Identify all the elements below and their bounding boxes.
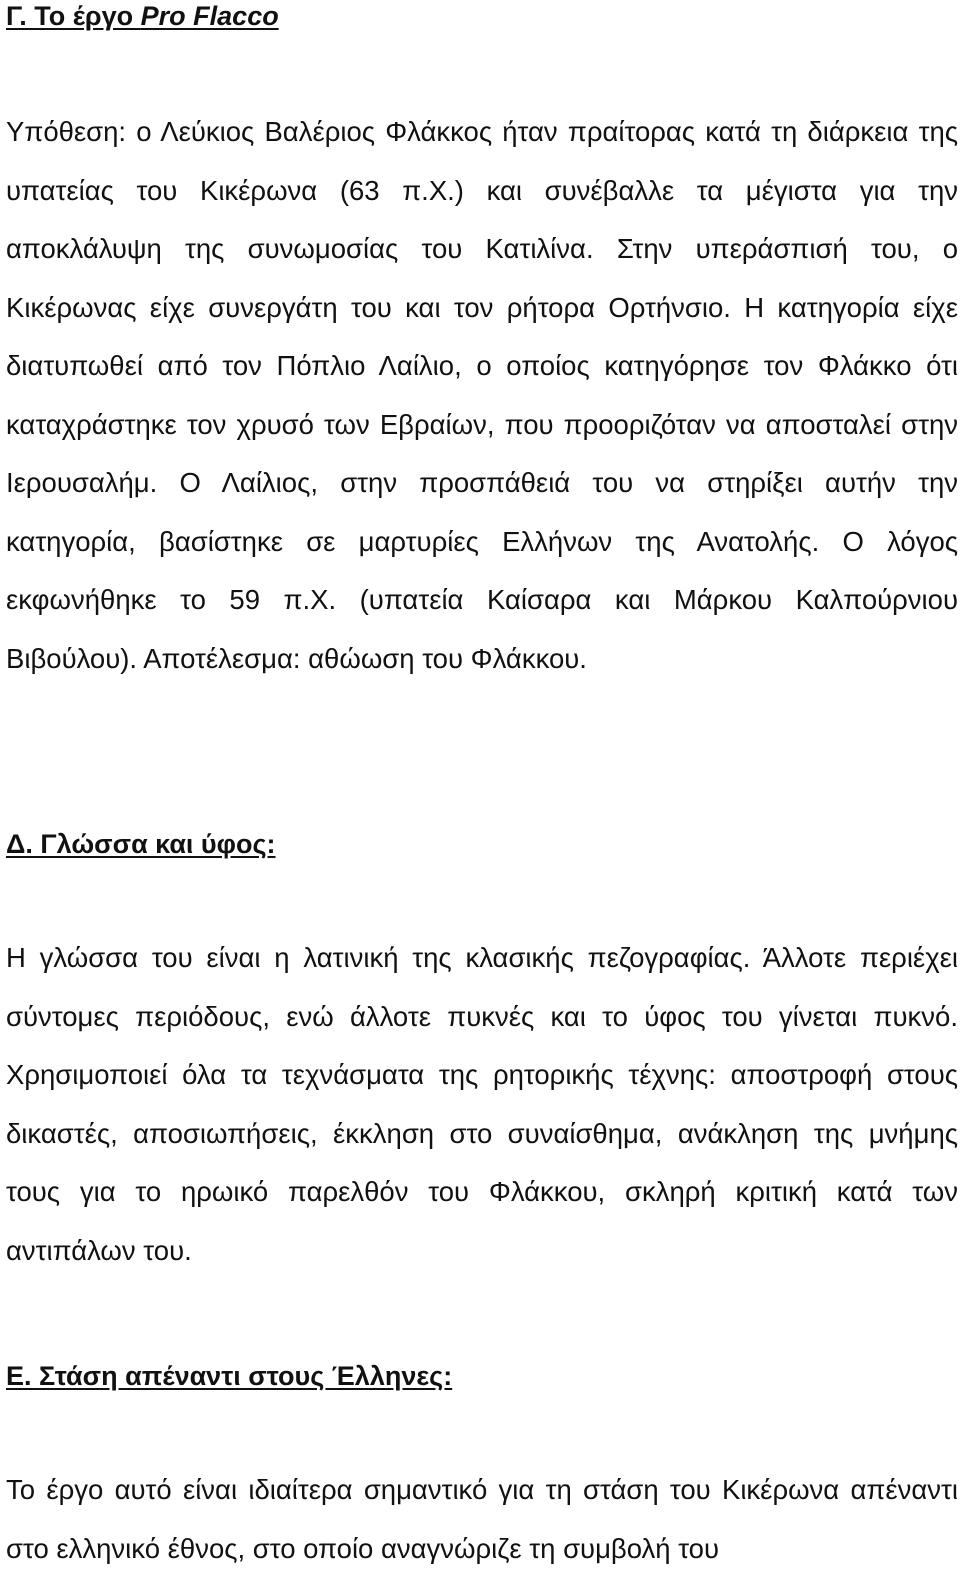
section-heading-g-work-title: Pro Flacco [140,1,279,31]
section-e-paragraph: Το έργο αυτό είναι ιδιαίτερα σημαντικό για τη στάση του Κικέρωνα απέναντι στο ελληνικό έθνος, στο οποίο αναγνώριζε τη συμβολή του [6,1474,958,1564]
section-d-paragraph: Η γλώσσα του είναι η λατινική της κλασικής πεζογραφίας. Άλλοτε περιέχει σύντομες περιόδους, ενώ άλλοτε πυκνές και το ύφος του γίνεται πυκνό. Χρησιμοποιεί όλα τα τεχνάσματα της ρητορικής τέχνης: αποστροφή στους δικαστές, αποσιωπήσεις, έκκληση στο συναίσθημα, ανάκληση της μνήμης τους για το ηρωικό παρελθόν του Φλάκκου, σκληρή κριτική κατά των αντιπάλων του. [6,942,958,1266]
section-heading-d: Δ. Γλώσσα και ύφος: [6,829,276,859]
section-heading-g [6,0,279,32]
section-g-paragraph: Υπόθεση: ο Λεύκιος Βαλέριος Φλάκκος ήταν πραίτορας κατά τη διάρκεια της υπατείας του Κικέρωνα (63 π.Χ.) και συνέβαλλε τα μέγιστα για την αποκλάλυψη της συνωμοσίας του Κατιλίνα. Στην υπεράσπισή του, ο Κικέρωνας είχε συνεργάτη του και τον ρήτορα Ορτήνσιο. Η κατηγορία είχε διατυπωθεί από τον Πόπλιο Λαίλιο, ο οποίος κατηγόρησε τον Φλάκκο ότι καταχράστηκε τον χρυσό των Εβραίων, που προοριζόταν να αποσταλεί στην Ιερουσαλήμ. Ο Λαίλιος, στην προσπάθειά του να στηρίξει αυτήν την κατηγορία, βασίστηκε σε μαρτυρίες Ελλήνων της Ανατολής. Ο λόγος εκφωνήθηκε το 59 π.Χ. (υπατεία Καίσαρα και Μάρκου Καλπούρνιου Βιβούλου). Αποτέλεσμα: αθώωση του Φλάκκου. [6,116,958,674]
section-heading-e: Ε. Στάση απέναντι στους Έλληνες: [6,1361,453,1391]
section-heading-g-prefix: Γ. Το έργο [6,1,141,31]
